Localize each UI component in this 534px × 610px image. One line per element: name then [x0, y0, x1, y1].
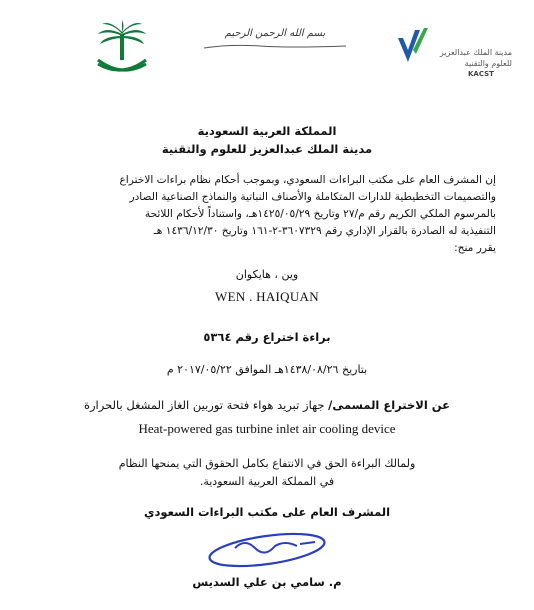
kacst-logo	[392, 20, 512, 90]
grantee-name-english: WEN . HAIQUAN	[215, 289, 319, 304]
invention-title-arabic-text: جهاز تبريد هواء فتحة توربين الغاز المشغل بالحرارة	[83, 398, 329, 412]
signature-scribble-icon	[205, 528, 335, 570]
body-line-4: التنفيذية له الصادرة بالقرار الإداري رقم ٣٦٠٧٣٢٩-٢-١٦١ وتاريخ ١٤٣٦/١٢/٣٠ هـ	[153, 225, 496, 237]
palm-swords-emblem-icon	[92, 20, 152, 78]
signatory-name: م. سامي بن علي السديس	[192, 575, 342, 589]
kacst-logo-text-line1: مدينة الملك عبدالعزيز	[439, 48, 512, 57]
invention-title-arabic	[0, 398, 534, 412]
body-line-1: إن المشرف العام على مكتب البراءات السعودي، وبموجب أحكام نظام براءات الاختراع	[119, 174, 496, 186]
rights-line-1: ولمالك البراءة الحق في الانتفاع بكامل الحقوق التي يمنحها النظام	[118, 457, 416, 470]
patent-number: براءة اختراع رقم ٥٣٦٤	[203, 330, 331, 344]
kacst-logo-text-line2: للعلوم والتقنية	[464, 59, 512, 68]
saudi-emblem	[92, 20, 152, 78]
institution-heading: مدينة الملك عبدالعزيز للعلوم والتقنية	[161, 142, 373, 156]
rights-line-2: في المملكة العربية السعودية.	[199, 475, 335, 488]
country-heading: المملكة العربية السعودية	[197, 124, 337, 138]
invention-title-english: Heat-powered gas turbine inlet air cooling device	[138, 421, 396, 436]
body-line-3: بالمرسوم الملكي الكريم رقم م/٢٧ وتاريخ ١٤٢٥/٠٥/٢٩هـ، واستناداً لأحكام اللائحة	[144, 208, 496, 220]
signatory-title: المشرف العام على مكتب البراءات السعودي	[143, 505, 391, 519]
body-line-2: والتصميمات التخطيطية للدارات المتكاملة والأصناف النباتية والنماذج الصناعية الصادر	[129, 191, 496, 203]
grantee-name-arabic: وين ، هايكوان	[235, 268, 299, 281]
patent-date: بتاريخ ١٤٣٨/٠٨/٢٦هـ الموافق ٢٠١٧/٠٥/٢٢ م	[166, 363, 368, 376]
handwritten-signature	[205, 528, 335, 570]
invention-title-label: عن الاختراع المسمى/	[328, 398, 451, 412]
kacst-logo-abbr: KACST	[468, 70, 494, 78]
body-line-5: يقرر منح:	[454, 242, 496, 254]
bismillah-text: بسم الله الرحمن الرحيم	[224, 28, 326, 39]
bismillah-calligraphy	[200, 26, 350, 54]
